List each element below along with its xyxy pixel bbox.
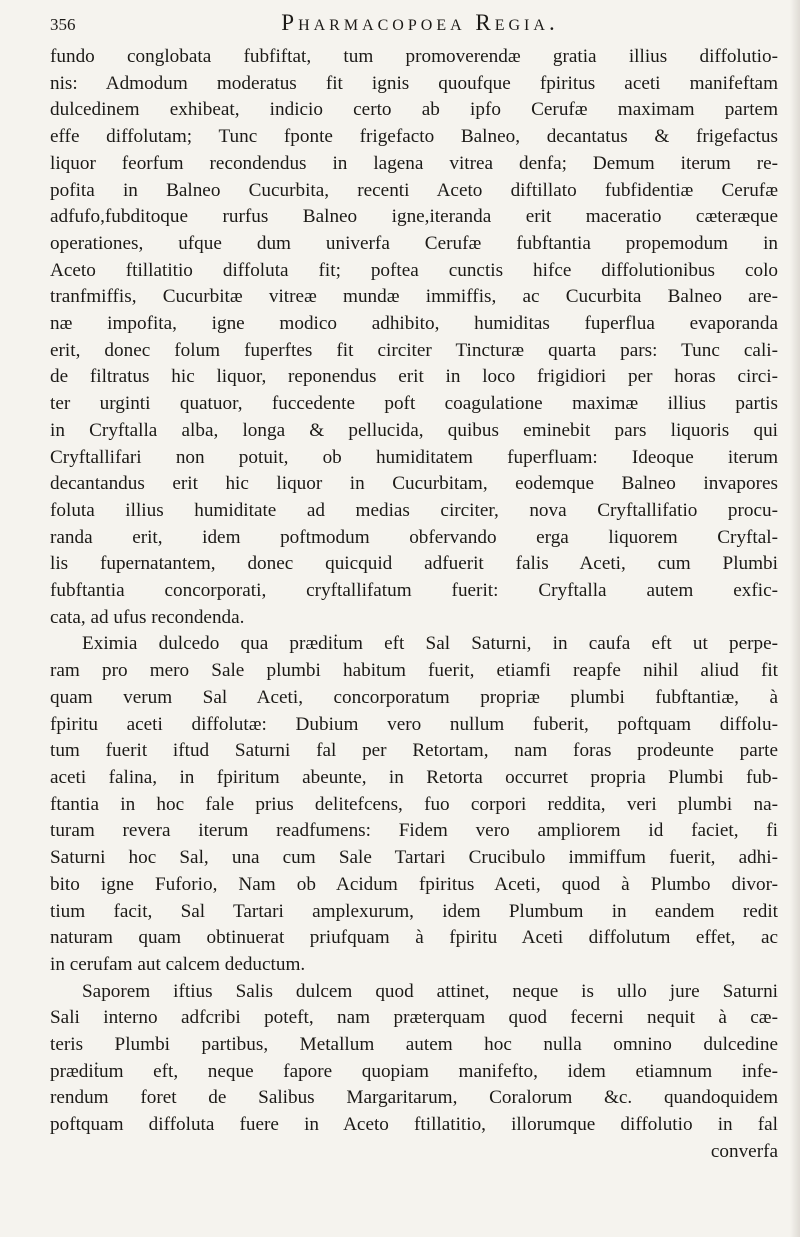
text-line: fpiritu aceti diffolutæ: Dubium vero nullum fuberit, poftquam diffolu- — [50, 713, 778, 735]
text-line: Eximia dulcedo qua prædiṫum eft Sal Saturni, in caufa eft ut perpe- — [82, 633, 778, 655]
text-line: de filtratus hic liquor, reponendus erit in loco frigidiori per horas circi- — [50, 366, 778, 388]
text-line: cata, ad ufus recondenda. — [50, 606, 245, 628]
text-line: Cryftallifari non potuit, ob humiditatem fuperfluam: Ideoque iterum — [50, 446, 778, 468]
text-line: tium facit, Sal Tartari amplexurum, idem Plumbum in eandem redit — [50, 900, 778, 922]
page-number: 356 — [50, 15, 76, 34]
text-line: pofita in Balneo Cucurbita, recenti Aceto diftillato fubfidentiæ Cerufæ — [50, 179, 778, 201]
text-line: næ impofita, igne modico adhibito, humiditas fuperflua evaporanda — [50, 313, 778, 335]
body-text — [50, 44, 778, 1166]
text-line: tum fuerit iftud Saturni fal per Retortam, nam foras prodeunte parte — [50, 740, 778, 762]
text-line: fundo conglobata fubfiftat, tum promoverendæ gratia illius diffolutio- — [50, 46, 778, 67]
text-line: foluta illius humiditate ad medias circiter, nova Cryftallifatio procu- — [50, 499, 778, 521]
text-line: tranfmiffis, Cucurbitæ vitreæ mundæ immiffis, ac Cucurbita Balneo are- — [50, 286, 778, 308]
text-line: Saturni hoc Sal, una cum Sale Tartari Crucibulo immiffum fuerit, adhi- — [50, 847, 778, 869]
text-line: operationes, ufque dum univerfa Cerufæ fubftantia propemodum in — [50, 232, 778, 254]
text-line: adfufo,fubditoque rurfus Balneo igne,iteranda erit maceratio cæteræque — [50, 206, 778, 228]
text-line: in cerufam aut calcem deductum. — [50, 953, 306, 975]
text-line: Sali interno adfcribi poteft, nam præterquam quod fecerni nequit à cæ- — [50, 1007, 778, 1029]
text-line: lis fupernatantem, donec quicquid adfuerit falis Aceti, cum Plumbi — [50, 553, 778, 575]
text-line: fubftantia concorporati, cryftallifatum fuerit: Cryftalla autem exfic- — [50, 580, 778, 602]
text-line: Saporem iftius Salis dulcem quod attinet, neque is ullo jure Saturni — [82, 980, 778, 1002]
text-line: bito igne Fuforio, Nam ob Acidum fpiritus Aceti, quod à Plumbo divor- — [50, 873, 778, 895]
text-line: prædiṫum eft, neque fapore quopiam manifefto, idem etiamnum infe- — [50, 1060, 778, 1082]
text-line: liquor feorfum recondendus in lagena vitrea denfa; Demum iterum re- — [50, 152, 778, 174]
text-line: ftantia in hoc fale prius delitefcens, fuo corpori reddita, veri plumbi na- — [50, 793, 778, 815]
text-line: ram pro mero Sale plumbi habitum fuerit, etiamfi reapfe nihil aliud fit — [50, 660, 778, 682]
text-line: decantandus erit hic liquor in Cucurbitam, eodemque Balneo invapores — [50, 473, 778, 495]
text-line: quam verum Sal Aceti, concorporatum propriæ plumbi fubftantiæ, à — [50, 686, 778, 708]
text-line: effe diffolutam; Tunc fponte frigefacto Balneo, decantatus & frigefactus — [50, 126, 778, 148]
text-line: dulcedinem exhibeat, indicio certo ab ipfo Cerufæ maximam partem — [50, 99, 778, 121]
text-line: naturam quam obtinuerat priufquam à fpiritu Aceti diffolutum effet, ac — [50, 927, 778, 949]
text-line: ter urginti quatuor, fuccedente poft coagulatione maximæ illius partis — [50, 393, 778, 415]
text-line: aceti falina, in fpiritum abeunte, in Retorta occurret propria Plumbi fub- — [50, 766, 778, 788]
text-line: in Cryftalla alba, longa & pellucida, quibus eminebit pars liquoris qui — [50, 419, 778, 441]
text-line: nis: Admodum moderatus fit ignis quoufque fpiritus aceti manifeftam — [50, 72, 778, 94]
text-line: Aceto ftillatitio diffoluta fit; poftea cunctis hifce diffolutionibus colo — [50, 259, 778, 281]
running-head — [50, 10, 778, 44]
running-title: Pharmacopoea Regia. — [281, 10, 559, 35]
text-line: erit, donec folum fuperftes fit circiter Tincturæ quarta pars: Tunc cali- — [50, 339, 778, 361]
text-line: teris Plumbi partibus, Metallum autem hoc nulla omnino dulcedine — [50, 1034, 778, 1056]
text-line: rendum foret de Salibus Margaritarum, Coralorum &c. quandoquidem — [50, 1087, 778, 1109]
text-line: turam revera iterum readfumens: Fidem vero ampliorem id faciet, fi — [50, 820, 778, 842]
text-line: randa erit, idem poftmodum obfervando erga liquorem Cryftal- — [50, 526, 778, 548]
catchword: converfa — [710, 1140, 778, 1162]
text-line: poftquam diffoluta fuere in Aceto ftillatitio, illorumque diffolutio in fal — [50, 1114, 778, 1136]
